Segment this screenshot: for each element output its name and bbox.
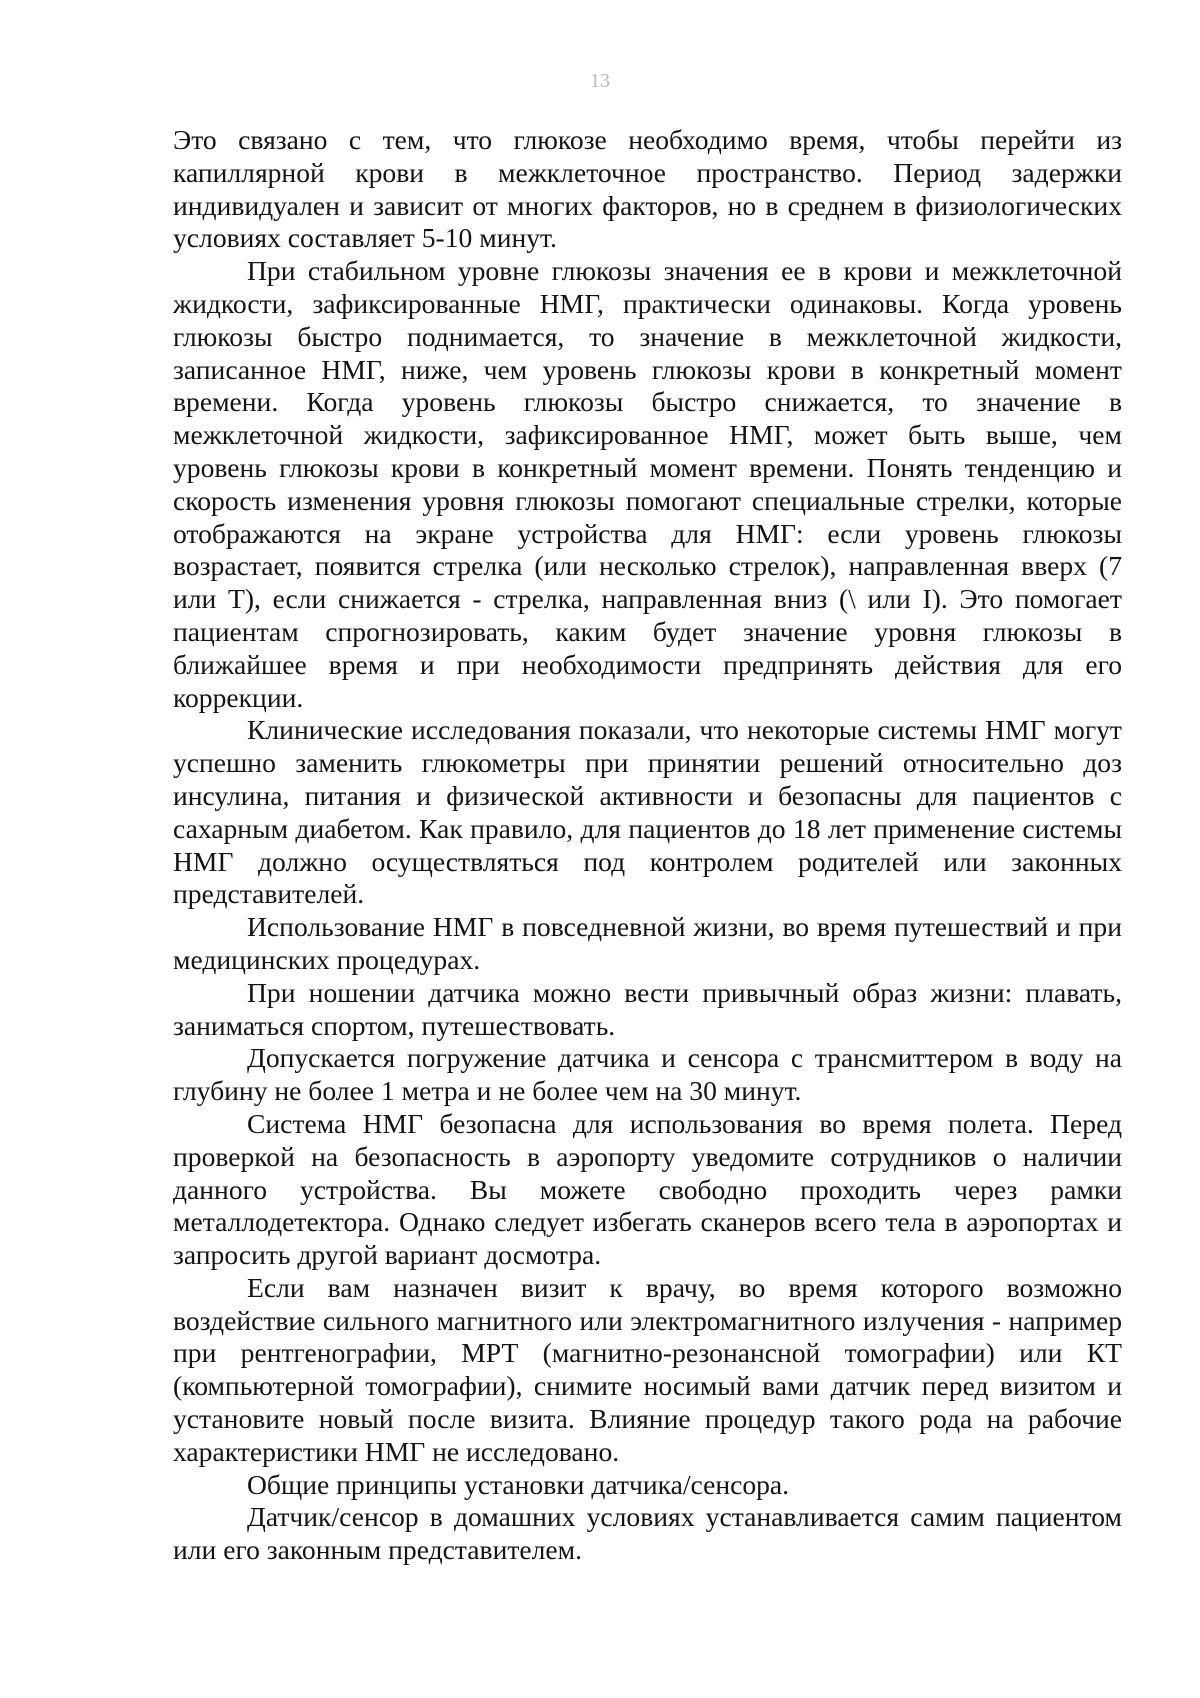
document-body [173,124,1122,1567]
paragraph-daily-use-heading: Использование НМГ в повседневной жизни, во время путешествий и при медицинских процедурах. [173,911,1122,975]
paragraph-clinical-studies: Клинические исследования показали, что некоторые системы НМГ могут успешно заменить глюкометры при принятии решений относительно доз инсулина, питания и физической активности и безопасны для пациентов с сахарным диабетом. Как правило, для пациентов до 18 лет применение системы НМГ должно осуществляться под контролем родителей или законных представителей. [173,714,1122,910]
paragraph-stable-glucose: При стабильном уровне глюкозы значения ее в крови и межклеточной жидкости, зафиксированные НМГ, практически одинаковы. Когда уровень глюкозы быстро поднимается, то значение в межклеточной жидкости, записанное НМГ, ниже, чем уровень глюкозы крови в конкретный момент времени. Когда уровень глюкозы быстро снижается, то значение в межклеточной жидкости, зафиксированное НМГ, может быть выше, чем уровень глюкозы крови в конкретный момент времени. Понять тенденцию и скорость изменения уровня глюкозы помогают специальные стрелки, которые отображаются на экране устройства для НМГ: если уровень глюкозы возрастает, появится стрелка (или несколько стрелок), направленная вверх (7 или Т), если снижается - стрелка, направленная вниз (\ или I). Это помогает пациентам спрогнозировать, каким будет значение уровня глюкозы в ближайшее время и при необходимости предпринять действия для его коррекции. [173,255,1122,713]
paragraph-lifestyle: При ношении датчика можно вести привычный образ жизни: плавать, заниматься спортом, путешествовать. [173,976,1122,1041]
paragraph-installation-heading: Общие принципы установки датчика/сенсора. [247,1468,790,1500]
paragraph-glucose-delay: Это связано с тем, что глюкозе необходимо время, чтобы перейти из капиллярной крови в межклеточное пространство. Период задержки индивидуален и зависит от многих факторов, но в среднем в физиологических условиях составляет 5-10 минут. [173,124,1122,254]
paragraph-home-installation: Датчик/сенсор в домашних условиях устанавливается самим пациентом или его законным представителем. [173,1501,1122,1566]
paragraph-medical-procedures: Если вам назначен визит к врачу, во время которого возможно воздействие сильного магнитного или электромагнитного излучения - например при рентгенографии, МРТ (магнитно-резонансной томографии) или КТ (компьютерной томографии), снимите носимый вами датчик перед визитом и установите новый после визита. Влияние процедур такого рода на рабочие характеристики НМГ не исследовано. [173,1271,1122,1467]
paragraph-water-immersion: Допускается погружение датчика и сенсора с трансмиттером в воду на глубину не более 1 метра и не более чем на 30 минут. [173,1042,1122,1107]
paragraph-air-travel: Система НМГ безопасна для использования во время полета. Перед проверкой на безопасность в аэропорту уведомите сотрудников о наличии данного устройства. Вы можете свободно проходить через рамки металлодетектора. Однако следует избегать сканеров всего тела в аэропортах и запросить другой вариант досмотра. [173,1107,1122,1271]
page-number: 13 [590,70,610,92]
